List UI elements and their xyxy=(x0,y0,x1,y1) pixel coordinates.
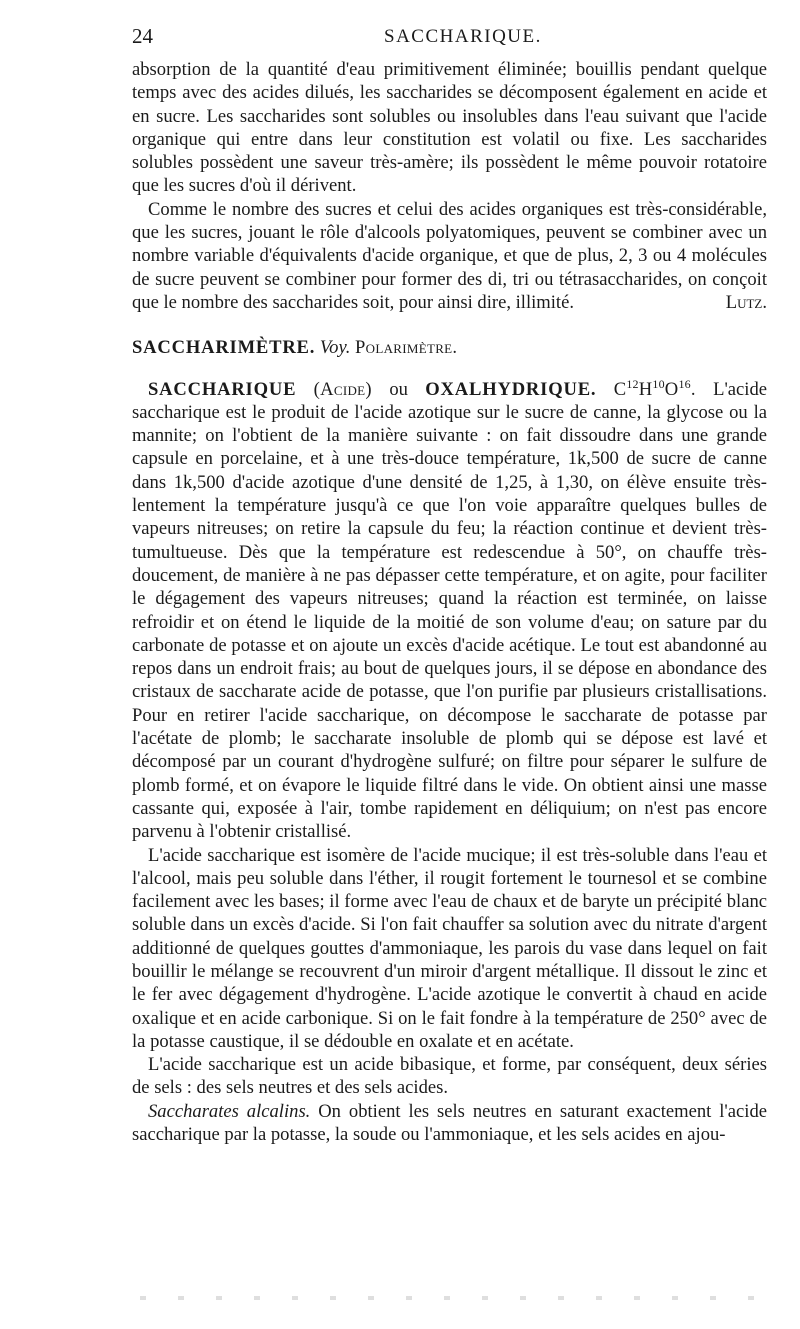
subsection-title: Saccharates alcalins. xyxy=(148,1100,311,1122)
author-signature: Lutz. xyxy=(725,291,767,313)
entry-headword: SACCHARIQUE xyxy=(148,378,297,400)
running-head: SACCHARIQUE. xyxy=(384,26,542,47)
entry-conjunction: ou xyxy=(389,378,408,400)
paragraph-saccharides-count xyxy=(132,198,767,314)
cross-reference: Polarimètre. xyxy=(355,337,458,359)
faint-bleed-through xyxy=(140,1296,760,1300)
see-label: Voy. xyxy=(319,337,351,359)
entry-text: L'acide saccharique est le produit de l'acide azotique sur le sucre de canne, la glycose ou la mannite; on l'obtient de la manière suivante : on fait dissoudre dans une grande capsule en porcelaine, et à une très-douce température, 1k,500 de sucre de canne dans 1k,500 d'acide azotique d'une densité de 1,25, à 1,30, on élève ensuite très-lentement la température jusqu'à ce que l'on voie apparaître quelques bulles de vapeurs nitreuses; on retire la capsule du feu; la réaction continue et devient très-tumultueuse. Dès que la température est redescendue à 50°, on chauffe très-doucement, de manière à ne pas dépasser cette température, et on agite, pour faciliter le dégagement des vapeurs nitreuses; quand la réaction est terminée, on laisse refroidir et on étend le liquide de la moitié de son volume d'eau; on sature par du carbonate de potasse et on ajoute un excès d'acide acétique. Le tout est abandonné au repos dans un endroit frais; au bout de quelques jours, il se dépose en abondance des cristaux de saccharate acide de potasse, que l'on purifie par plusieurs cristallisations. Pour en retirer l'acide saccharique, on décompose le saccharate de potasse par l'acétate de plomb; le saccharate insoluble de plomb qui se dépose est lavé et décomposé par un courant d'hydrogène sulfuré; on filtre pour séparer le sulfure de plomb formé, et on évapore le liquide filtré dans le vide. On obtient ainsi une masse cassante qui, exposée à l'air, tombe rapidement en déliquium; on n'est pas encore parvenu à l'obtenir cristallisé. xyxy=(132,378,768,843)
paragraph-text: Comme le nombre des sucres et celui des acides organiques est très-considérable, que les sucres, jouant le rôle d'alcools polyatomiques, peuvent se combiner avec un nombre variable d'équivalents d'acide organique, et que de plus, 2, 3 ou 4 molécules de sucre peuvent se combiner pour former des di, tri ou tétrasaccharides, on conçoit que le nombre des saccharides soit, pour ainsi dire, illimité. xyxy=(132,198,767,313)
paragraph-bibasic: L'acide saccharique est un acide bibasique, et forme, par conséquent, deux séries de sels : des sels neutres et des sels acides. xyxy=(132,1054,767,1099)
page-body xyxy=(132,58,767,1146)
page-number: 24 xyxy=(132,24,153,48)
entry-saccharique xyxy=(132,378,767,844)
entry-saccharimetre xyxy=(132,336,767,359)
chemical-formula: $C^{12}H^{10}O^{16}$. xyxy=(613,376,696,400)
entry-headword: SACCHARIMÈTRE. xyxy=(132,337,316,359)
entry-headword-alt: OXALHYDRIQUE. xyxy=(425,378,597,400)
page-header xyxy=(132,22,767,52)
entry-qualifier: (Acide) xyxy=(313,378,372,400)
paragraph-text: On obtient les sels neutres en saturant exactement l'acide saccharique par la potasse, la soude ou l'ammoniaque, et les sels acides en ajou- xyxy=(132,1100,767,1146)
paragraph-continuation: absorption de la quantité d'eau primitivement éliminée; bouillis pendant quelque temps avec des acides dilués, les saccharides se décomposent également en acide et en sucre. Les saccharides sont solubles ou insolubles dans l'eau suivant que l'acide organique qui entre dans leur constitution est volatil ou fixe. Les saccharides solubles possèdent une saveur très-amère; ils possèdent le même pouvoir rotatoire que les sucres d'où il dérivent. xyxy=(132,59,767,197)
paragraph-saccharates xyxy=(132,1100,767,1147)
paragraph-properties: L'acide saccharique est isomère de l'acide mucique; il est très-soluble dans l'eau et l'alcool, mais peu soluble dans l'éther, il rougit fortement le tournesol et se combine facilement avec les bases; il forme avec l'eau de chaux et de baryte un précipité blanc soluble dans un excès d'acide. Si l'on fait chauffer sa solution avec du nitrate d'argent additionné de quelques gouttes d'ammoniaque, les parois du vase dans lequel on fait bouillir le mélange se recouvrent d'un miroir d'argent métallique. Il dissout le zinc et le fer avec dégagement d'hydrogène. L'acide azotique le convertit à chaud en acide oxalique et en acide carbonique. Si on le fait fondre à la température de 250° avec de la potasse caustique, il se dédouble en oxalate et en acétate. xyxy=(132,844,767,1052)
